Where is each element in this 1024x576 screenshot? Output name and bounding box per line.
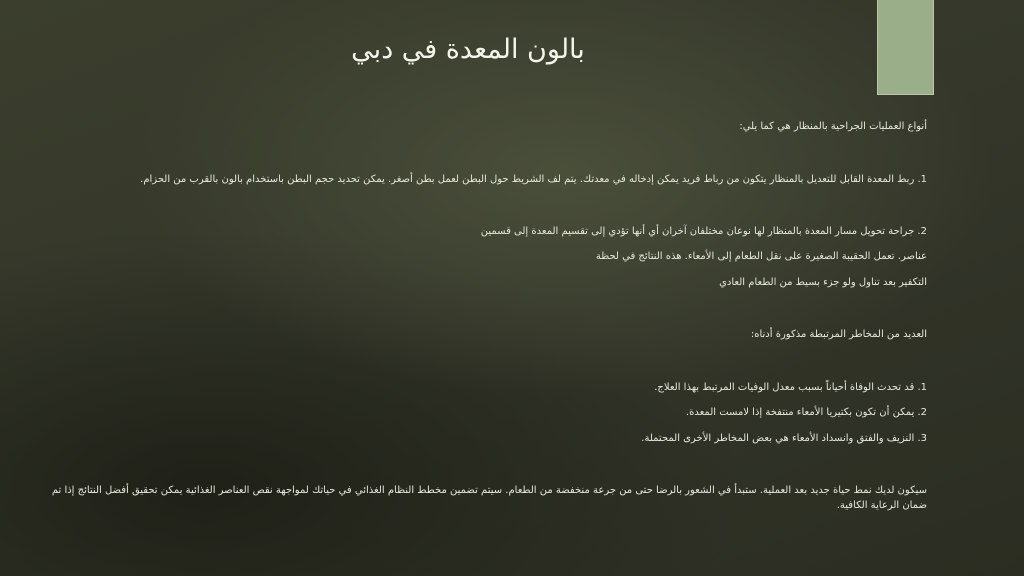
surgery-type-2-line-3: التكفير بعد تناول ولو جزء بسيط من الطعام العادي bbox=[719, 277, 927, 288]
surgery-type-2-line-2: عناصر. تعمل الحقيبة الصغيرة على نقل الطعام إلى الأمعاء. هذه النتائج في لحظة bbox=[595, 251, 927, 262]
intro-text: أنواع العمليات الجراحية بالمنظار هي كما يلي: bbox=[739, 121, 927, 132]
surgery-type-1: 1. ربط المعدة القابل للتعديل بالمنظار يتكون من رباط فريد يمكن إدخاله في معدتك. يتم لف الشريط حول البطن لعمل بطن أصغر. يمكن تحديد حجم البطن باستخدام بالون بالقرب من الحزام. bbox=[140, 174, 927, 185]
slide-title: بالون المعدة في دبي bbox=[351, 34, 585, 65]
conclusion-paragraph: سيكون لديك نمط حياة جديد بعد العملية. ستبدأ في الشعور بالرضا حتى من جرعة منخفضة من الطعام. سيتم تضمين مخطط النظام الغذائي في حياتك لمواجهة نقص العناصر الغذائية يمكن تحقيق أفضل النتائج إذا تم ضمان الرعاية الكافية. bbox=[51, 485, 927, 511]
risk-item-1: 1. قد تحدث الوفاة أحياناً بسبب معدل الوفيات المرتبط بهذا العلاج. bbox=[654, 382, 927, 393]
risk-item-3: 3. النزيف والفتق وانسداد الأمعاء هي بعض المخاطر الأخرى المحتملة. bbox=[641, 433, 927, 444]
risks-intro: العديد من المخاطر المرتبطة مذكورة أدناه: bbox=[750, 329, 927, 340]
accent-bar bbox=[877, 0, 934, 95]
surgery-type-2-line-1: 2. جراحة تحويل مسار المعدة بالمنظار لها نوعان مختلفان آخران أي أنها تؤدي إلى تقسيم المعدة إلى قسمين bbox=[480, 226, 927, 237]
risk-item-2: 2. يمكن أن تكون بكتيريا الأمعاء منتفخة إذا لامست المعدة. bbox=[685, 407, 927, 418]
